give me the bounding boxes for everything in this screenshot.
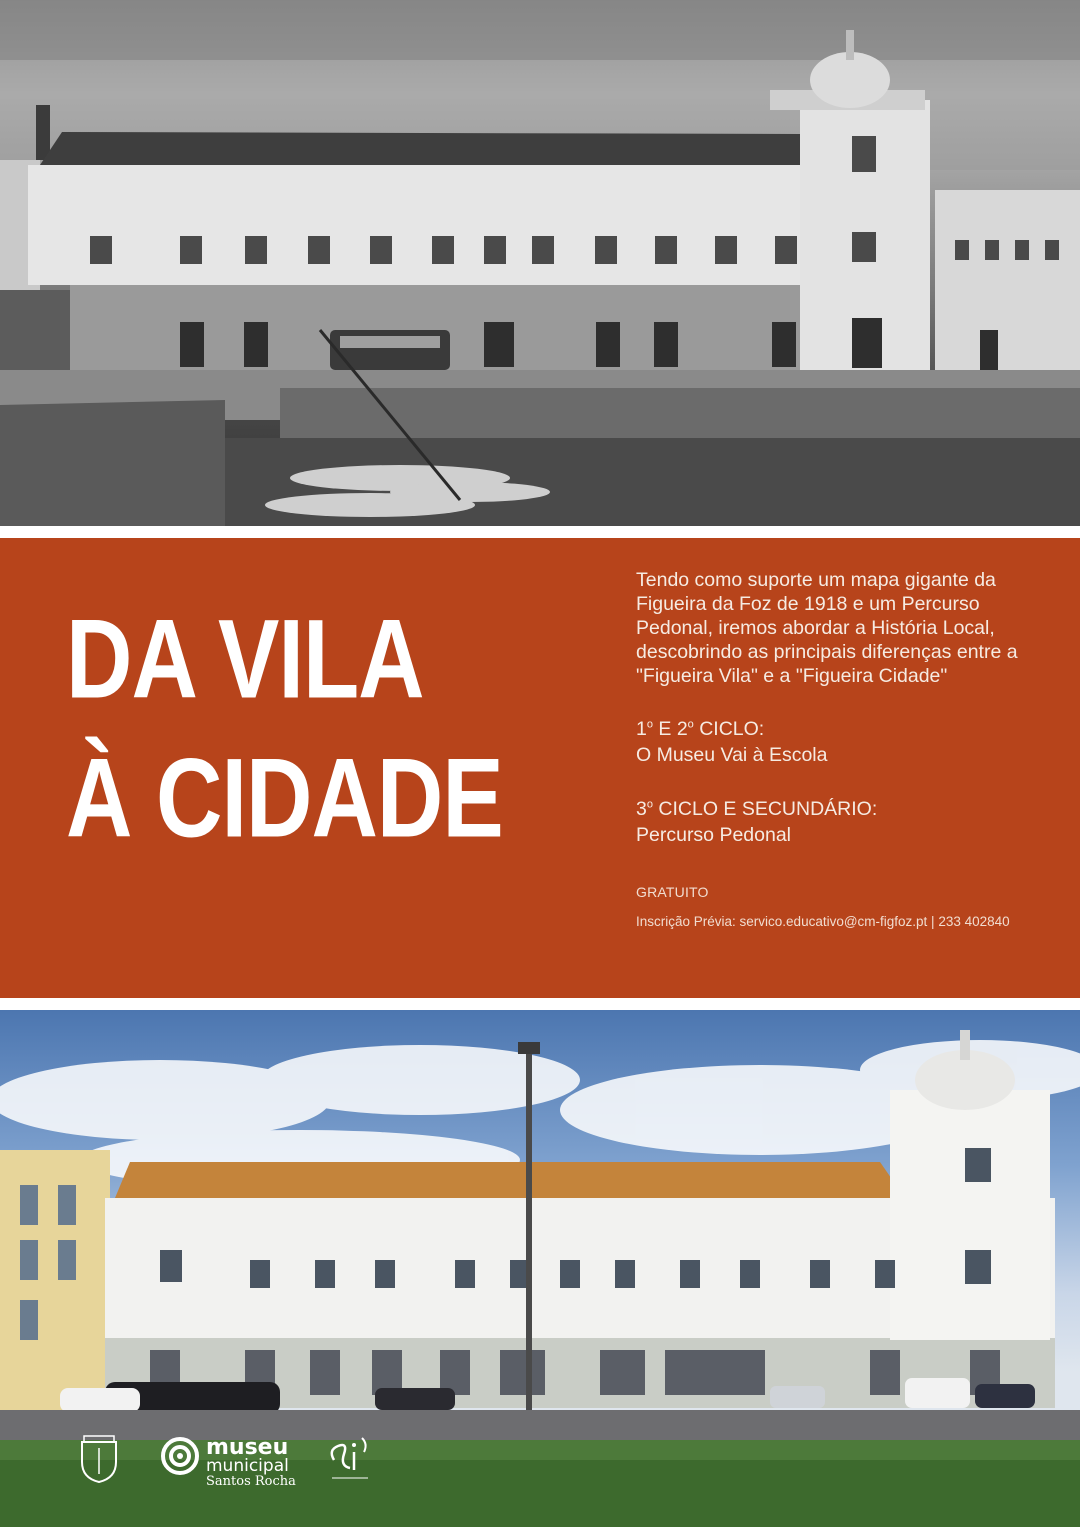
municipal-crest-logo <box>76 1434 122 1484</box>
program-1 <box>636 716 1056 768</box>
program-1-heading-a: 1 <box>636 718 647 740</box>
ordinal-mark: o <box>646 718 653 731</box>
description-text: Tendo como suporte um mapa gigante da Figueira da Foz de 1918 e um Percurso Pedonal, iremos abordar a História Local, descobrindo as principais diferenças entre a "Figueira Vila" e a "Figueira Cidade" <box>636 569 1018 687</box>
museum-logo-line-1: museu <box>206 1435 289 1460</box>
program-2-heading-a: 3 <box>636 798 647 820</box>
program-1-name: O Museu Vai à Escola <box>636 744 828 766</box>
program-1-heading <box>636 718 764 740</box>
museum-logo <box>160 1435 296 1489</box>
info-column <box>636 568 1056 929</box>
title-line-1: DA VILA <box>66 597 424 722</box>
historic-building-photo <box>0 0 1080 526</box>
poster-title <box>66 590 503 868</box>
logo-bar <box>0 1420 1080 1527</box>
program-2-name: Percurso Pedonal <box>636 824 792 846</box>
museum-logo-line-2: municipal <box>206 1456 289 1476</box>
info-band <box>0 538 1080 998</box>
registration-contact: Inscrição Prévia: servico.educativo@cm-figfoz.pt | 233 402840 <box>636 914 1010 929</box>
program-2-heading <box>636 798 877 820</box>
museum-spiral-icon <box>160 1436 200 1476</box>
museum-logo-line-3: Santos Rocha <box>206 1474 296 1489</box>
program-1-heading-b: E 2 <box>652 718 688 740</box>
ordinal-mark: o <box>687 718 694 731</box>
program-2-heading-b: CICLO E SECUNDÁRIO: <box>652 798 878 820</box>
ordinal-mark: o <box>646 798 653 811</box>
educational-service-logo <box>324 1430 374 1490</box>
historic-building-illustration <box>0 0 1080 526</box>
program-1-heading-c: CICLO: <box>693 718 765 740</box>
museum-logo-text <box>206 1435 296 1489</box>
program-2 <box>636 796 1056 848</box>
price-label: GRATUITO <box>636 884 709 900</box>
title-line-2: À CIDADE <box>66 736 503 861</box>
